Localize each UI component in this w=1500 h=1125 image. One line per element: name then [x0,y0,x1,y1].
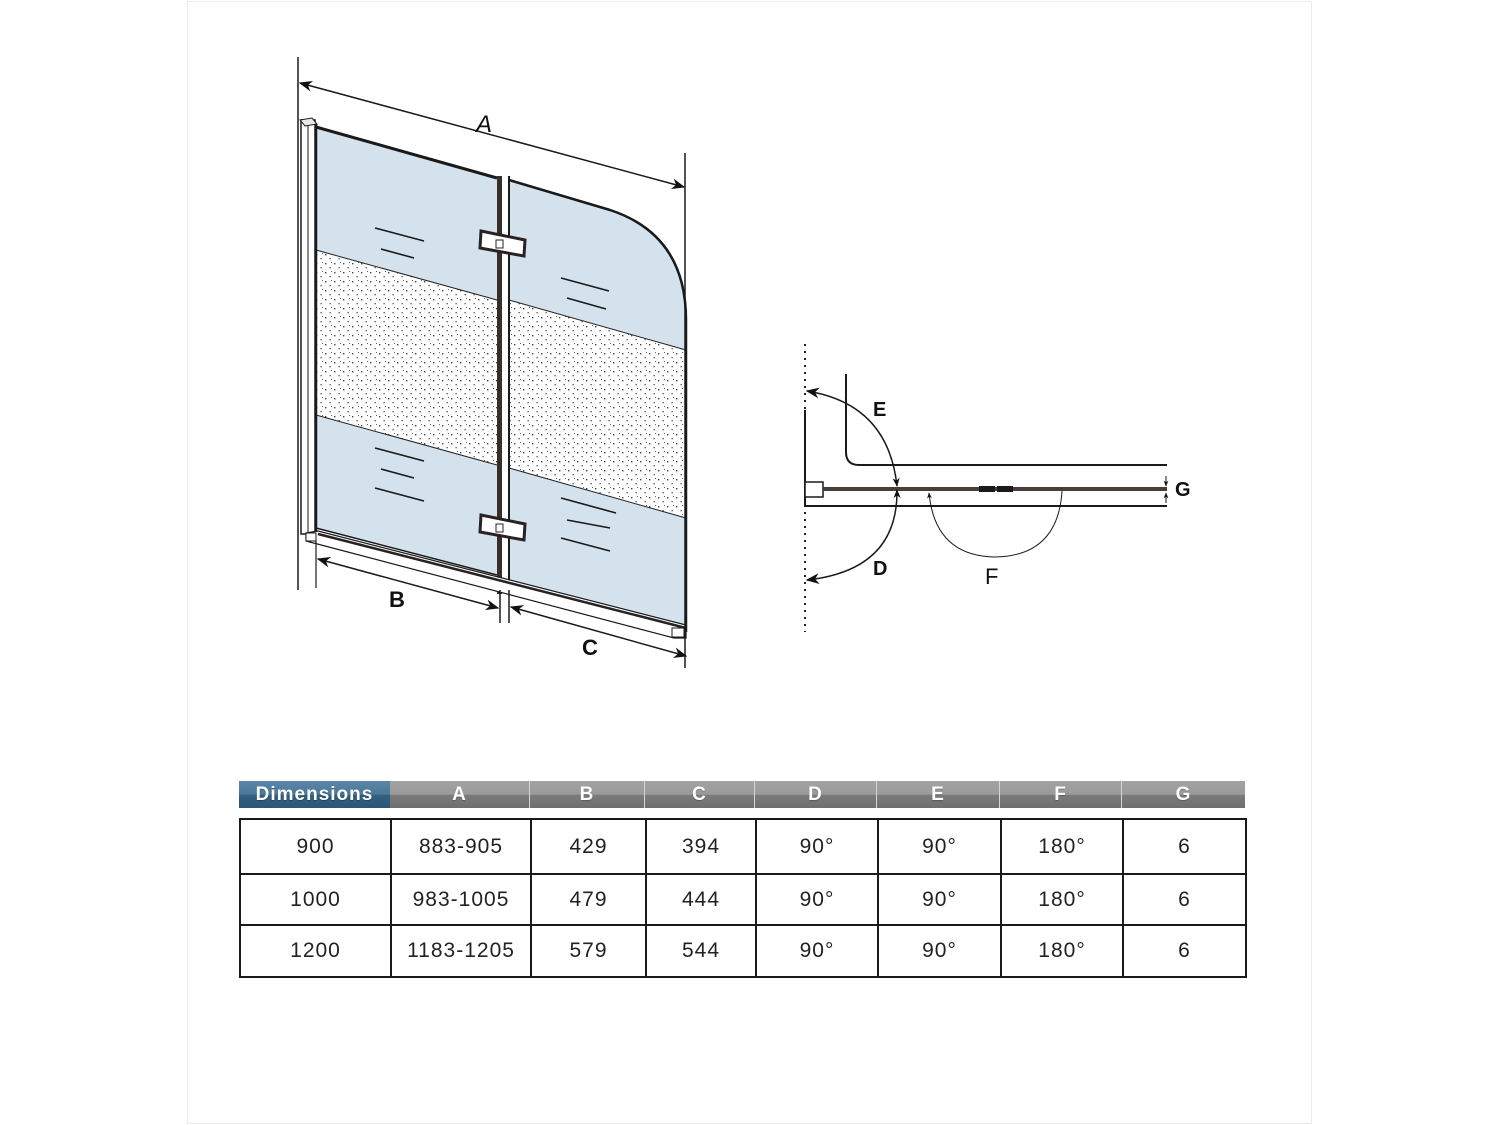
cell-c: 394 [646,819,756,874]
cell-e: 90° [878,925,1001,977]
cell-d: 90° [756,819,878,874]
header-b: B [530,781,645,808]
cell-f: 180° [1001,925,1123,977]
cell-e: 90° [878,819,1001,874]
cell-b: 429 [531,819,646,874]
label-d: D [873,558,888,580]
header-f: F [1000,781,1122,808]
cell-e: 90° [878,874,1001,925]
cell-a: 883-905 [391,819,531,874]
cell-c: 544 [646,925,756,977]
table-header [239,781,1245,808]
label-c: C [582,635,598,660]
table-row [240,925,1246,977]
table-row [240,874,1246,925]
cell-a: 983-1005 [391,874,531,925]
cell-d: 90° [756,874,878,925]
header-c: C [645,781,755,808]
cell-f: 180° [1001,819,1123,874]
cell-d: 90° [756,925,878,977]
cell-size: 1000 [240,874,391,925]
header-d: D [755,781,877,808]
cell-b: 479 [531,874,646,925]
cell-g: 6 [1123,925,1246,977]
cell-f: 180° [1001,874,1123,925]
label-a: A [476,111,493,138]
cell-size: 900 [240,819,391,874]
header-dimensions: Dimensions [239,781,390,808]
label-g: G [1175,479,1191,501]
table-row [240,819,1246,874]
cell-g: 6 [1123,874,1246,925]
dimensions-table [239,818,1247,978]
front-view [298,57,700,668]
cell-size: 1200 [240,925,391,977]
label-b: B [389,587,405,612]
cell-g: 6 [1123,819,1246,874]
header-g: G [1122,781,1245,808]
cell-b: 579 [531,925,646,977]
label-f: F [985,564,999,589]
cell-c: 444 [646,874,756,925]
label-e: E [873,399,887,421]
header-a: A [390,781,530,808]
header-e: E [877,781,1000,808]
cell-a: 1183-1205 [391,925,531,977]
